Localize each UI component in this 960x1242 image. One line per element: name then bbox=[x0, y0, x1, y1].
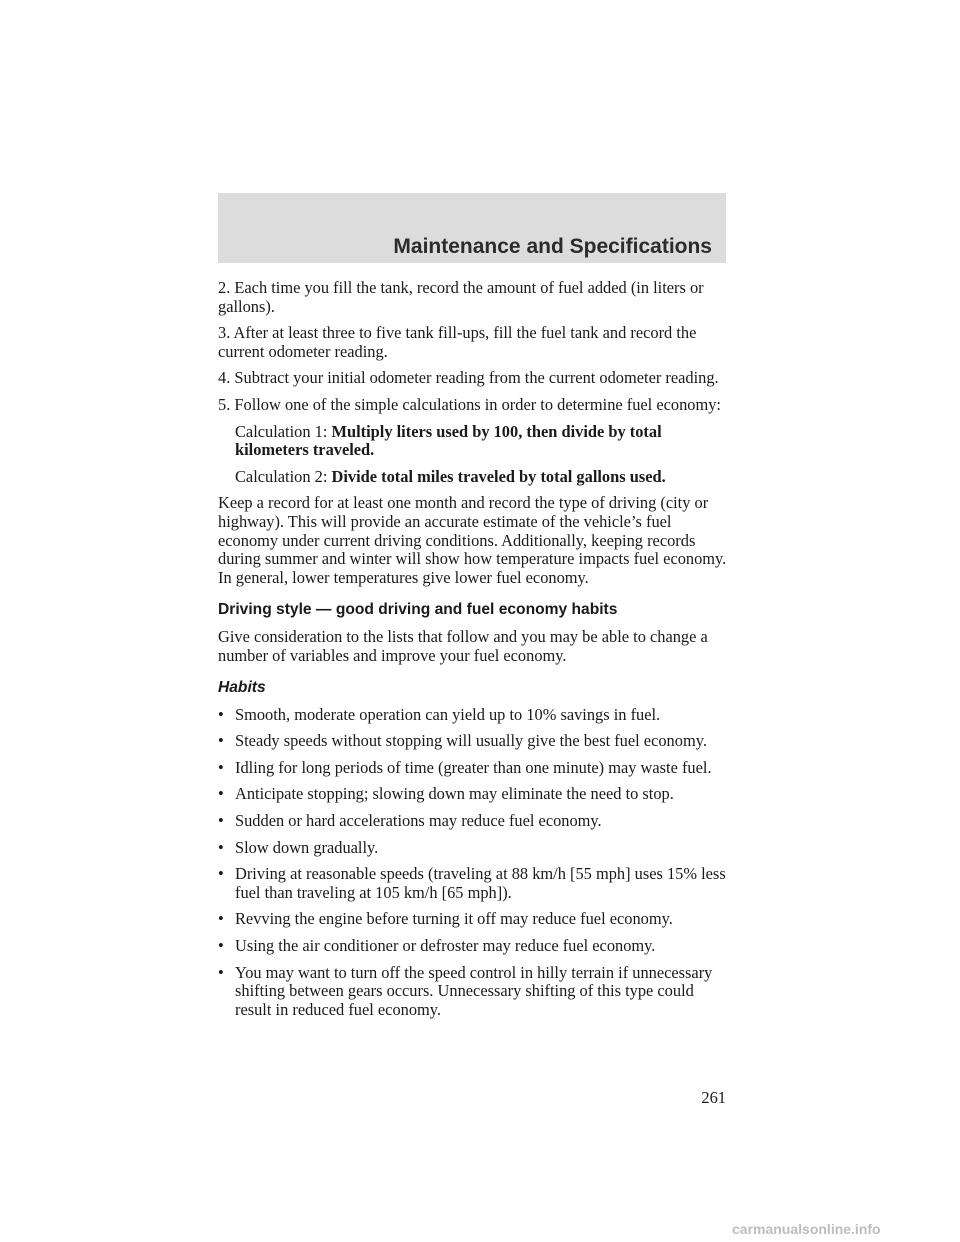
calculation-1-text: Multiply liters used by 100, then divide by total kilometers traveled. bbox=[235, 421, 662, 460]
bullet-icon: • bbox=[218, 757, 224, 777]
list-item: • Smooth, moderate operation can yield up to 10% savings in fuel. bbox=[218, 704, 661, 724]
list-item: • Sudden or hard accelerations may reduce fuel economy. bbox=[218, 811, 602, 831]
watermark-text: carmanualsonline.info bbox=[732, 1221, 881, 1237]
page-content bbox=[218, 279, 730, 1027]
page-number: 261 bbox=[701, 1088, 726, 1107]
list-item: • You may want to turn off the speed control in hilly terrain if unnecessary shifting between gears occurs. Unnecessary shifting of this type could result in reduced fuel economy. bbox=[218, 962, 713, 1019]
bullet-icon: • bbox=[218, 962, 224, 982]
record-paragraph: Keep a record for at least one month and record the type of driving (city or highway). This will provide an accurate estimate of the vehicle’s fuel economy under current driving conditions. Additionally, keeping records during summer and winter will show how temperature impacts fuel economy. In general, lower temperatures give lower fuel economy. bbox=[218, 493, 727, 587]
habits-list bbox=[218, 706, 730, 1020]
step-5: 5. Follow one of the simple calculations in order to determine fuel economy: bbox=[218, 394, 721, 414]
driving-style-intro: Give consideration to the lists that follow and you may be able to change a number of variables and improve your fuel economy. bbox=[218, 626, 708, 665]
list-item: • Slow down gradually. bbox=[218, 837, 379, 857]
bullet-icon: • bbox=[218, 909, 224, 929]
bullet-icon: • bbox=[218, 936, 224, 956]
habits-heading: Habits bbox=[218, 679, 266, 697]
section-title: Maintenance and Specifications bbox=[393, 235, 712, 258]
list-item: • Driving at reasonable speeds (traveling at 88 km/h [55 mph] uses 15% less fuel than traveling at 105 km/h [65 mph]). bbox=[218, 864, 726, 902]
list-item: • Revving the engine before turning it off may reduce fuel economy. bbox=[218, 909, 673, 929]
step-4: 4. Subtract your initial odometer reading from the current odometer reading. bbox=[218, 368, 719, 388]
section-header bbox=[218, 193, 726, 263]
step-3: 3. After at least three to five tank fill-ups, fill the fuel tank and record the current odometer reading. bbox=[218, 323, 697, 361]
list-item: • Idling for long periods of time (greater than one minute) may waste fuel. bbox=[218, 757, 712, 777]
bullet-icon: • bbox=[218, 704, 224, 724]
list-item: • Using the air conditioner or defroster may reduce fuel economy. bbox=[218, 936, 656, 956]
bullet-icon: • bbox=[218, 864, 224, 884]
list-item: • Steady speeds without stopping will usually give the best fuel economy. bbox=[218, 731, 707, 751]
calculation-1-label: Calculation 1: bbox=[235, 421, 328, 441]
list-item: • Anticipate stopping; slowing down may eliminate the need to stop. bbox=[218, 784, 674, 804]
calculation-2-text: Divide total miles traveled by total gallons used. bbox=[331, 466, 666, 486]
calculation-2-label: Calculation 2: bbox=[235, 466, 328, 486]
bullet-icon: • bbox=[218, 811, 224, 831]
bullet-icon: • bbox=[218, 837, 224, 857]
bullet-icon: • bbox=[218, 731, 224, 751]
calculation-1 bbox=[218, 423, 730, 460]
calculation-2 bbox=[218, 468, 730, 487]
bullet-icon: • bbox=[218, 784, 224, 804]
driving-style-heading: Driving style — good driving and fuel economy habits bbox=[218, 601, 618, 619]
step-2: 2. Each time you fill the tank, record the amount of fuel added (in liters or gallons). bbox=[218, 278, 704, 316]
